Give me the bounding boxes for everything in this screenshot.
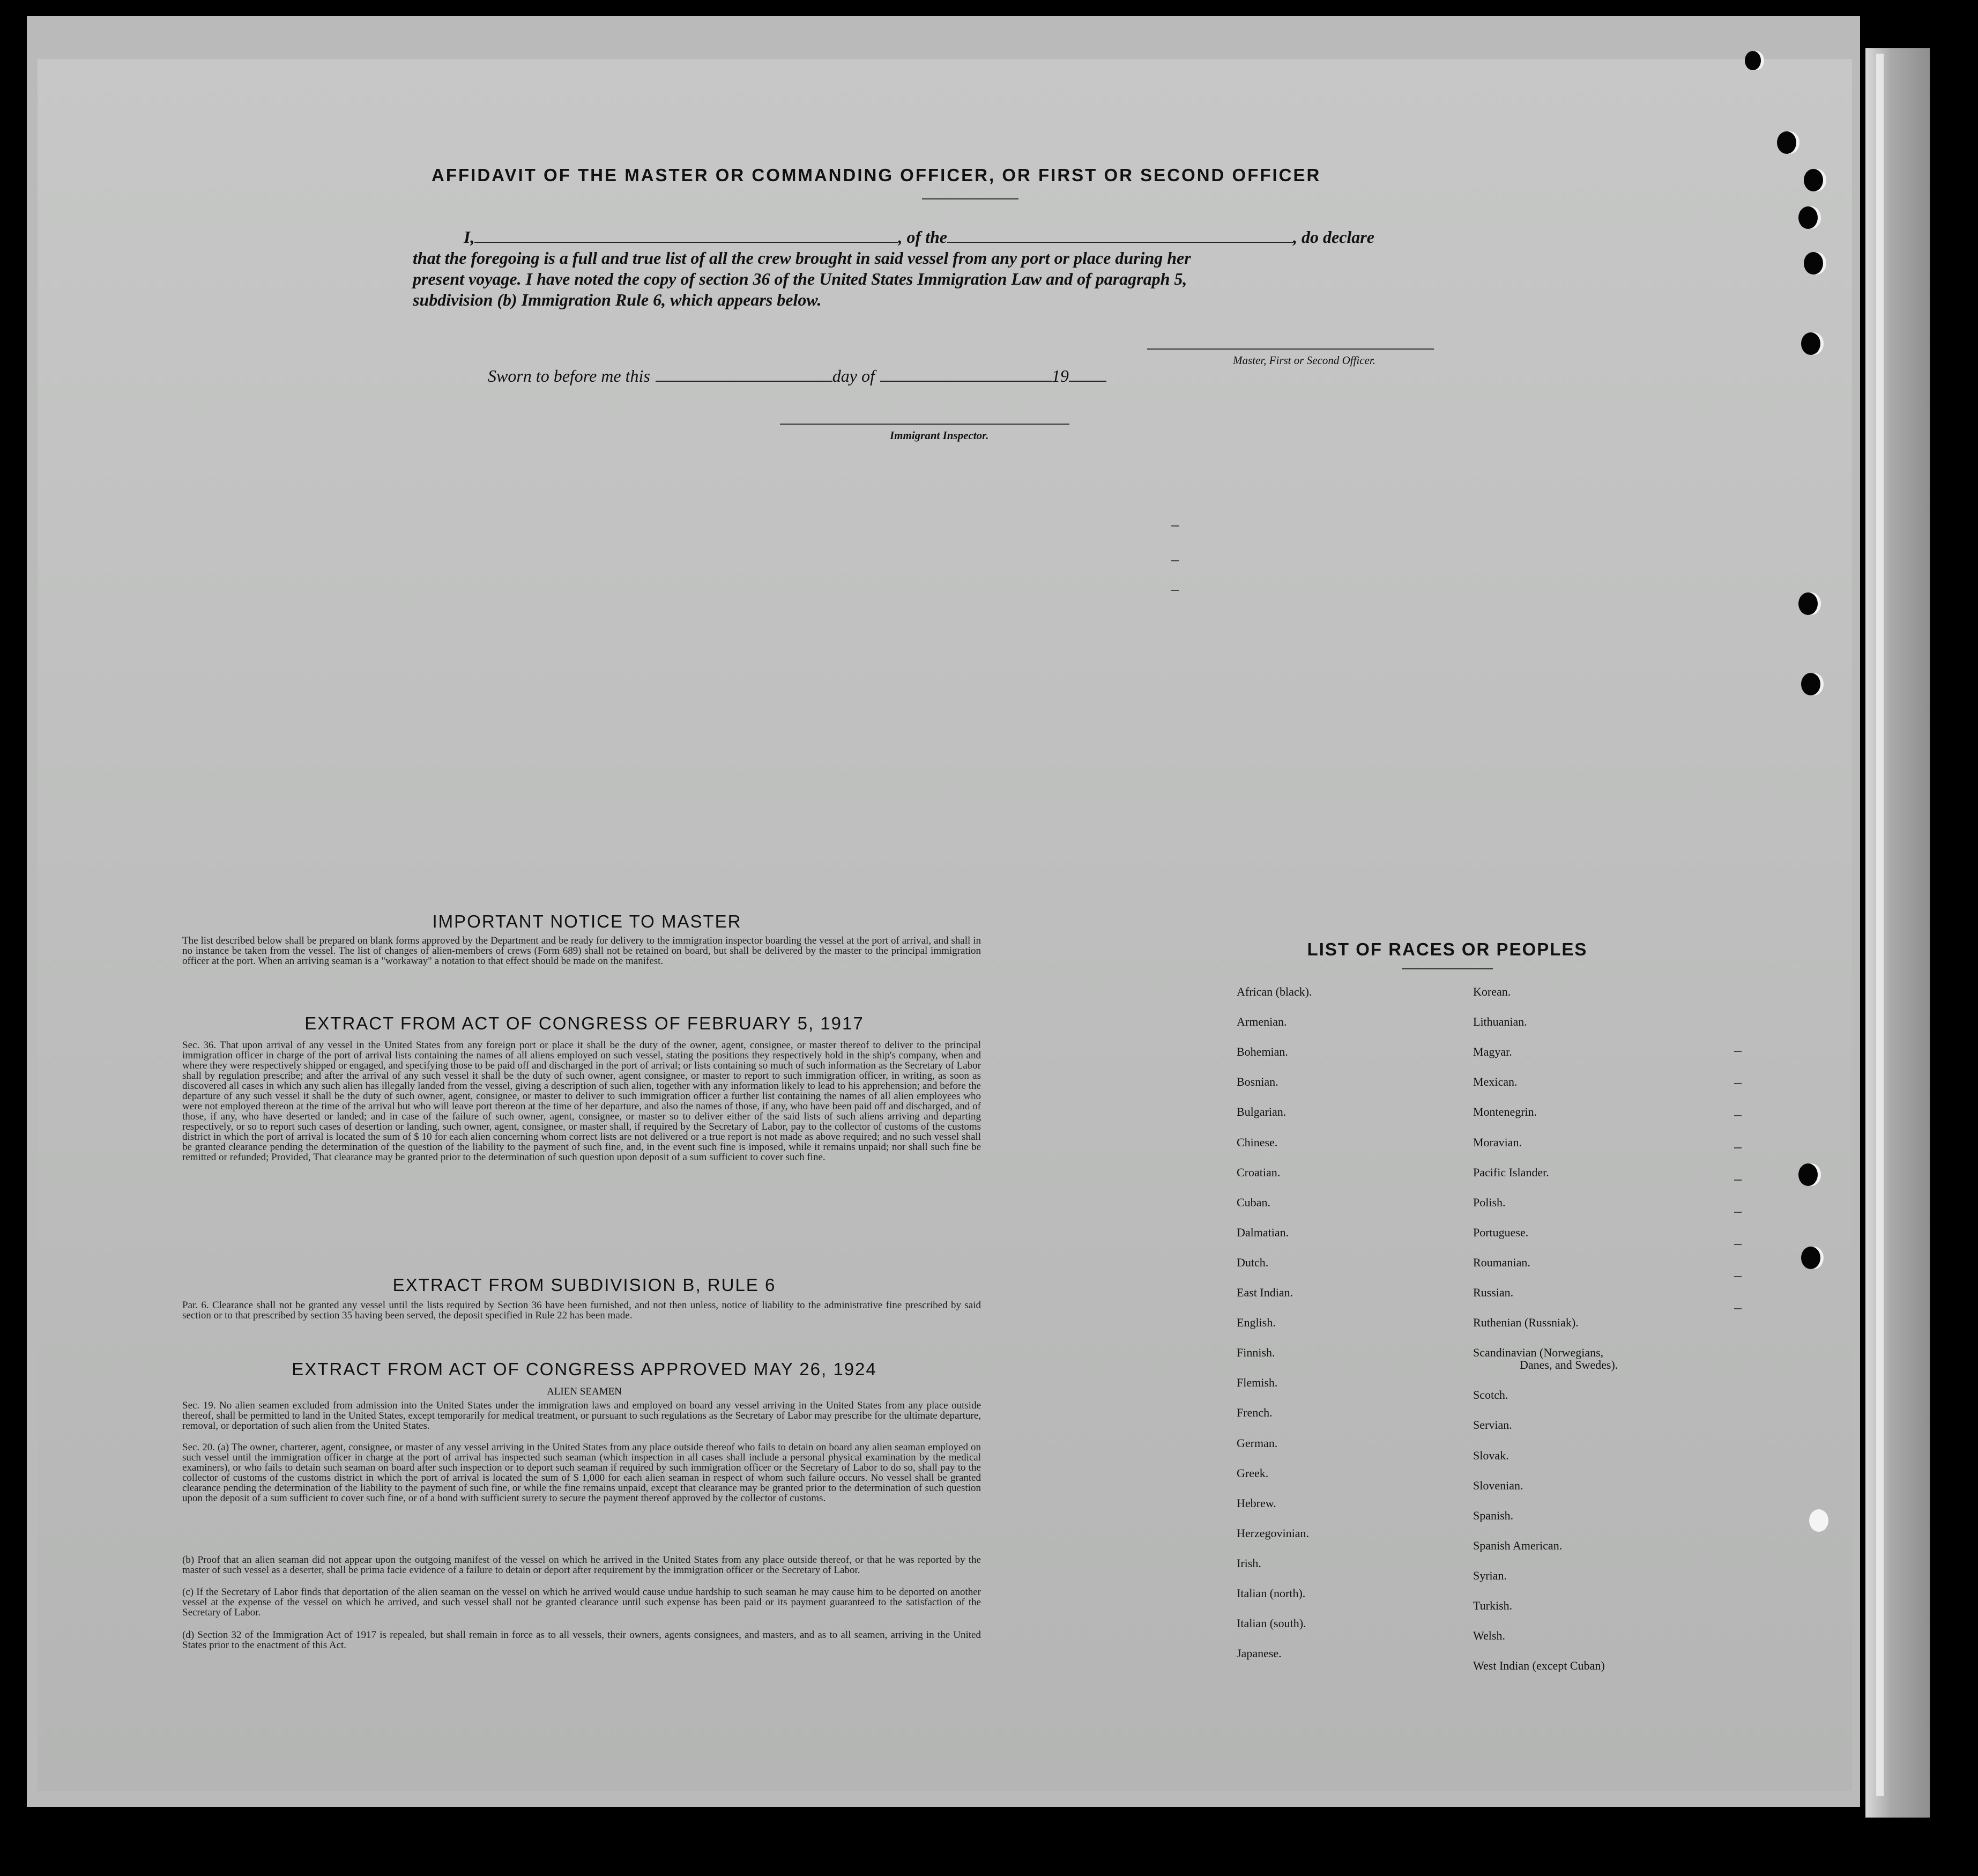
binding-hole [1801,673,1820,695]
race-item-right: Servian. [1473,1418,1512,1432]
race-item-left: Bosnian. [1237,1075,1278,1088]
race-item-right: Montenegrin. [1473,1105,1537,1118]
signature-line[interactable] [1147,348,1434,350]
race-item-left: Chinese. [1237,1136,1278,1149]
race-item-left: Italian (south). [1237,1617,1306,1630]
sec19-text: Sec. 19. No alien seamen excluded from admission into the United States under the immigration laws and employed on board any vessel arriving in the United States from any place outside thereof, shall be permitted to land in the United States, except temporarily for medical treatment, or pursuant to such regulations as the Secretary of Labor may prescribe for the ultimate departure, removal, or deportation of such alien from the United States. [182,1400,981,1432]
race-item-right: Magyar. [1473,1045,1512,1058]
race-item-right: West Indian (except Cuban) [1473,1659,1605,1672]
race-item-left: Finnish. [1237,1346,1275,1359]
race-item-left: Bohemian. [1237,1045,1288,1058]
race-item-left: Japanese. [1237,1647,1282,1660]
races-title: LIST OF RACES OR PEOPLES [1307,939,1588,959]
notice-title: IMPORTANT NOTICE TO MASTER [432,911,742,931]
race-item-left: Dutch. [1237,1256,1269,1269]
race-item-left: English. [1237,1316,1276,1329]
sec20c-text: (c) If the Secretary of Labor finds that deportation of the alien seaman on the vessel on which he arrived would cause undue hardship to such seaman he may cause him to be deported on another vessel at the expense of the vessel on which he arrived, and such vessel shall not be granted clearance until such expense has been paid or its payment guaranteed to the satisfaction of the Secretary of Labor. [182,1586,981,1618]
row-mark [1734,1180,1742,1181]
race-item-left: Flemish. [1237,1376,1278,1389]
binding-hole [1798,592,1818,615]
race-item-left: Italian (north). [1237,1586,1306,1600]
inspector-label: Immigrant Inspector. [890,429,989,442]
page-edge-highlight [1876,54,1884,1796]
sec20a-text: Sec. 20. (a) The owner, charterer, agent, consignee, or master of any vessel arriving in the United States from any place outside thereof who fails to detain on board any alien seaman employed on such vessel until the immigration officer in charge at the port of arrival has inspected such seaman (which inspection in all cases shall include a personal physical examination by the medical examiners), or who fails to detain such seaman on board after such inspection or to deport such seaman if required by such immigration officer or the Secretary of Labor to do so, shall pay to the collector of customs of the customs district in which the port of arrival is located the sum of $ 1,000 for each alien seaman in respect of whom such failure occurs. No vessel shall be granted clearance pending the determination of the liability to the payment of such fine, or while the fine remains unpaid, except that clearance may be granted prior to the determination of such question upon the deposit of a sum sufficient to cover such fine, or of a bond with sufficient surety to secure the payment thereof approved by the collector of customs. [182,1442,981,1504]
race-item-right: Polish. [1473,1196,1506,1209]
extract-1917-title: EXTRACT FROM ACT OF CONGRESS OF FEBRUARY 5, 1917 [304,1013,864,1033]
race-item-right: Korean. [1473,985,1511,998]
affidavit-title: AFFIDAVIT OF THE MASTER OR COMMANDING OFFICER, OR FIRST OR SECOND OFFICER [432,165,1321,185]
declaration-i: I, [464,227,475,247]
binding-hole [1745,51,1761,70]
race-item-left: Armenian. [1237,1015,1287,1028]
row-mark [1734,1115,1742,1116]
binding-hole [1804,252,1823,275]
race-item-right: Ruthenian (Russniak). [1473,1316,1579,1329]
sworn-year-field[interactable] [1069,366,1106,382]
extract-rule6-title: EXTRACT FROM SUBDIVISION B, RULE 6 [392,1275,776,1295]
race-item-left: East Indian. [1237,1286,1293,1299]
page-edge-strip [1865,48,1930,1818]
row-mark [1734,1244,1742,1245]
race-item-left: French. [1237,1406,1273,1419]
race-item-right: Roumanian. [1473,1256,1530,1269]
year-prefix: 19 [1051,366,1069,385]
race-item-right: Scotch. [1473,1388,1508,1402]
race-item-right: Pacific Islander. [1473,1166,1549,1179]
row-mark [1734,1276,1742,1277]
binding-hole [1798,1163,1818,1186]
notice-text: The list described below shall be prepared on blank forms approved by the Department and be ready for delivery to the immigration inspector boarding the vessel at the port of arrival, and shall in no instance be taken from the vessel. The list of changes of alien-members of crews (Form 689) shall not be retained on board, but shall be delivered by the master to the principal immigration officer at the port. When an arriving seaman is a "workaway" a notation to that effect should be made on the manifest. [182,935,981,967]
extract-1917-text: Sec. 36. That upon arrival of any vessel in the United States from any foreign port or place it shall be the duty of the owner, agent, consignee, or master thereof to deliver to the principal immigration officer in charge of the port of arrival lists containing the names of all aliens employed on such vessel, stating the positions they respectively hold in the ship's company, when and where they were respectively shipped or engaged, and specifying those to be paid off and discharged in the port of arrival; or lists containing so much of such information as the Secretary of Labor shall by regulation prescribe; and after the arrival of any such vessel it shall be the duty of such owner, agent consignee, or master to report to such immigration officer, in writing, as soon as discovered all cases in which any such alien has illegally landed from the vessel, giving a description of such alien, together with any information likely to lead to his apprehension; and before the departure of any such vessel it shall be the duty of such owner, agent, consignee, or master to deliver to such immigration officer a further list containing the names of all alien employees who were not employed thereon at the time of the arrival but who will leave port thereon at the time of her departure, and also the names of those, if any, who have been paid off and discharged, and of those, if any, who have deserted or landed; and in case of the failure of such owner, agent, consignee, or master so to deliver either of the said lists of such aliens arriving and departing respectively, or so to report such cases of desertion or landing, such owner, agent, consignee, or master shall, if required by the Secretary of Labor, pay to the collector of customs of the customs district in which the port of arrival is located the sum of $ 10 for each alien concerning whom correct lists are not delivered or a true report is not made as above required; and no such vessel shall be granted clearance pending the determination of the question of the liability to the payment of such fine, and, in the event such fine is imposed, while it remains unpaid; nor shall such fine be remitted or refunded; Provided, That clearance may be granted prior to the determination of such question upon deposit of a sum sufficient to cover such fine. [182,1040,981,1163]
race-item-left: Hebrew. [1237,1496,1276,1510]
race-item-right: Syrian. [1473,1569,1507,1582]
race-item-right: Slovenian. [1473,1479,1523,1492]
race-item-left: Bulgarian. [1237,1105,1287,1118]
row-mark [1171,560,1179,561]
declaration-line-4: subdivision (b) Immigration Rule 6, which appears below. [413,290,822,309]
sec20d-text: (d) Section 32 of the Immigration Act of 1917 is repealed, but shall remain in force as to all vessels, their owners, agents consignees, and masters, and as to all seamen, arriving in the United States prior to the enactment of this Act. [182,1629,981,1651]
race-item-left: Croatian. [1237,1166,1281,1179]
row-mark [1734,1051,1742,1052]
race-scandinavian-line2: Danes, and Swedes). [1520,1358,1618,1371]
race-item-right: Mexican. [1473,1075,1518,1088]
race-item-right: Portuguese. [1473,1226,1529,1239]
race-item-right: Turkish. [1473,1599,1513,1612]
race-item-left: Herzegovinian. [1237,1526,1309,1540]
day-of-label: day of [832,366,875,385]
sworn-label: Sworn to before me this [488,366,650,385]
sworn-month-field[interactable] [880,366,1052,382]
signature-label: Master, First or Second Officer. [1233,354,1375,367]
binding-hole [1804,169,1823,191]
binding-hole [1801,1247,1820,1269]
row-mark [1734,1308,1742,1309]
declaration-line-3: present voyage. I have noted the copy of section 36 of the United States Immigration Law and of paragraph 5, [413,269,1187,288]
race-item-left: German. [1237,1436,1278,1450]
declaration-of-the: , of the [898,227,947,247]
race-item-right: Spanish. [1473,1509,1514,1522]
declaration-line-2: that the foregoing is a full and true list of all the crew brought in said vessel from any port or place during her [413,248,1191,268]
race-item-right: Slovak. [1473,1449,1509,1462]
inspector-signature-line[interactable] [780,424,1069,425]
race-item-right: Scandinavian (Norwegians, [1473,1346,1604,1359]
name-field[interactable] [474,227,898,243]
binding-hole [1777,131,1796,154]
declaration-line-1 [413,227,1437,248]
binding-hole [1809,1509,1828,1532]
race-item-right: Russian. [1473,1286,1514,1299]
extract-1924-subtitle: ALIEN SEAMEN [547,1386,622,1397]
row-mark [1171,525,1179,527]
sworn-day-field[interactable] [656,366,832,382]
row-mark [1734,1083,1742,1084]
sworn-line [488,366,1106,387]
race-item-right: Welsh. [1473,1629,1505,1642]
race-item-right: Lithuanian. [1473,1015,1527,1028]
binding-hole [1798,206,1818,229]
title-underline [922,198,1018,199]
race-item-right: Spanish American. [1473,1539,1563,1552]
sec20b-text: (b) Proof that an alien seaman did not appear upon the outgoing manifest of the vessel on which he arrived in the United States from any place outside thereof, or that he was reported by the master of such vessel as a deserter, shall be prima facie evidence of a failure to detain or deport after requirement by the immigration officer or the Secretary of Labor. [182,1554,981,1576]
row-mark [1171,590,1179,591]
declaration-do-declare: , do declare [1293,227,1374,247]
race-item-left: African (black). [1237,985,1312,998]
row-mark [1734,1212,1742,1213]
vessel-field[interactable] [947,227,1293,243]
race-item-left: Dalmatian. [1237,1226,1289,1239]
row-mark [1734,1147,1742,1148]
race-item-right: Moravian. [1473,1136,1522,1149]
race-item-left: Greek. [1237,1466,1269,1480]
race-item-left: Irish. [1237,1556,1261,1570]
extract-rule6-text: Par. 6. Clearance shall not be granted any vessel until the lists required by Section 36 have been furnished, and not then unless, notice of liability to the administrative fine prescribed by said section or to that prescribed by section 35 having been served, the deposit specified in Rule 22 has been made. [182,1300,981,1321]
races-title-underline [1402,968,1493,969]
extract-1924-title: EXTRACT FROM ACT OF CONGRESS APPROVED MAY 26, 1924 [292,1359,877,1379]
race-item-left: Cuban. [1237,1196,1270,1209]
binding-hole [1801,332,1820,355]
